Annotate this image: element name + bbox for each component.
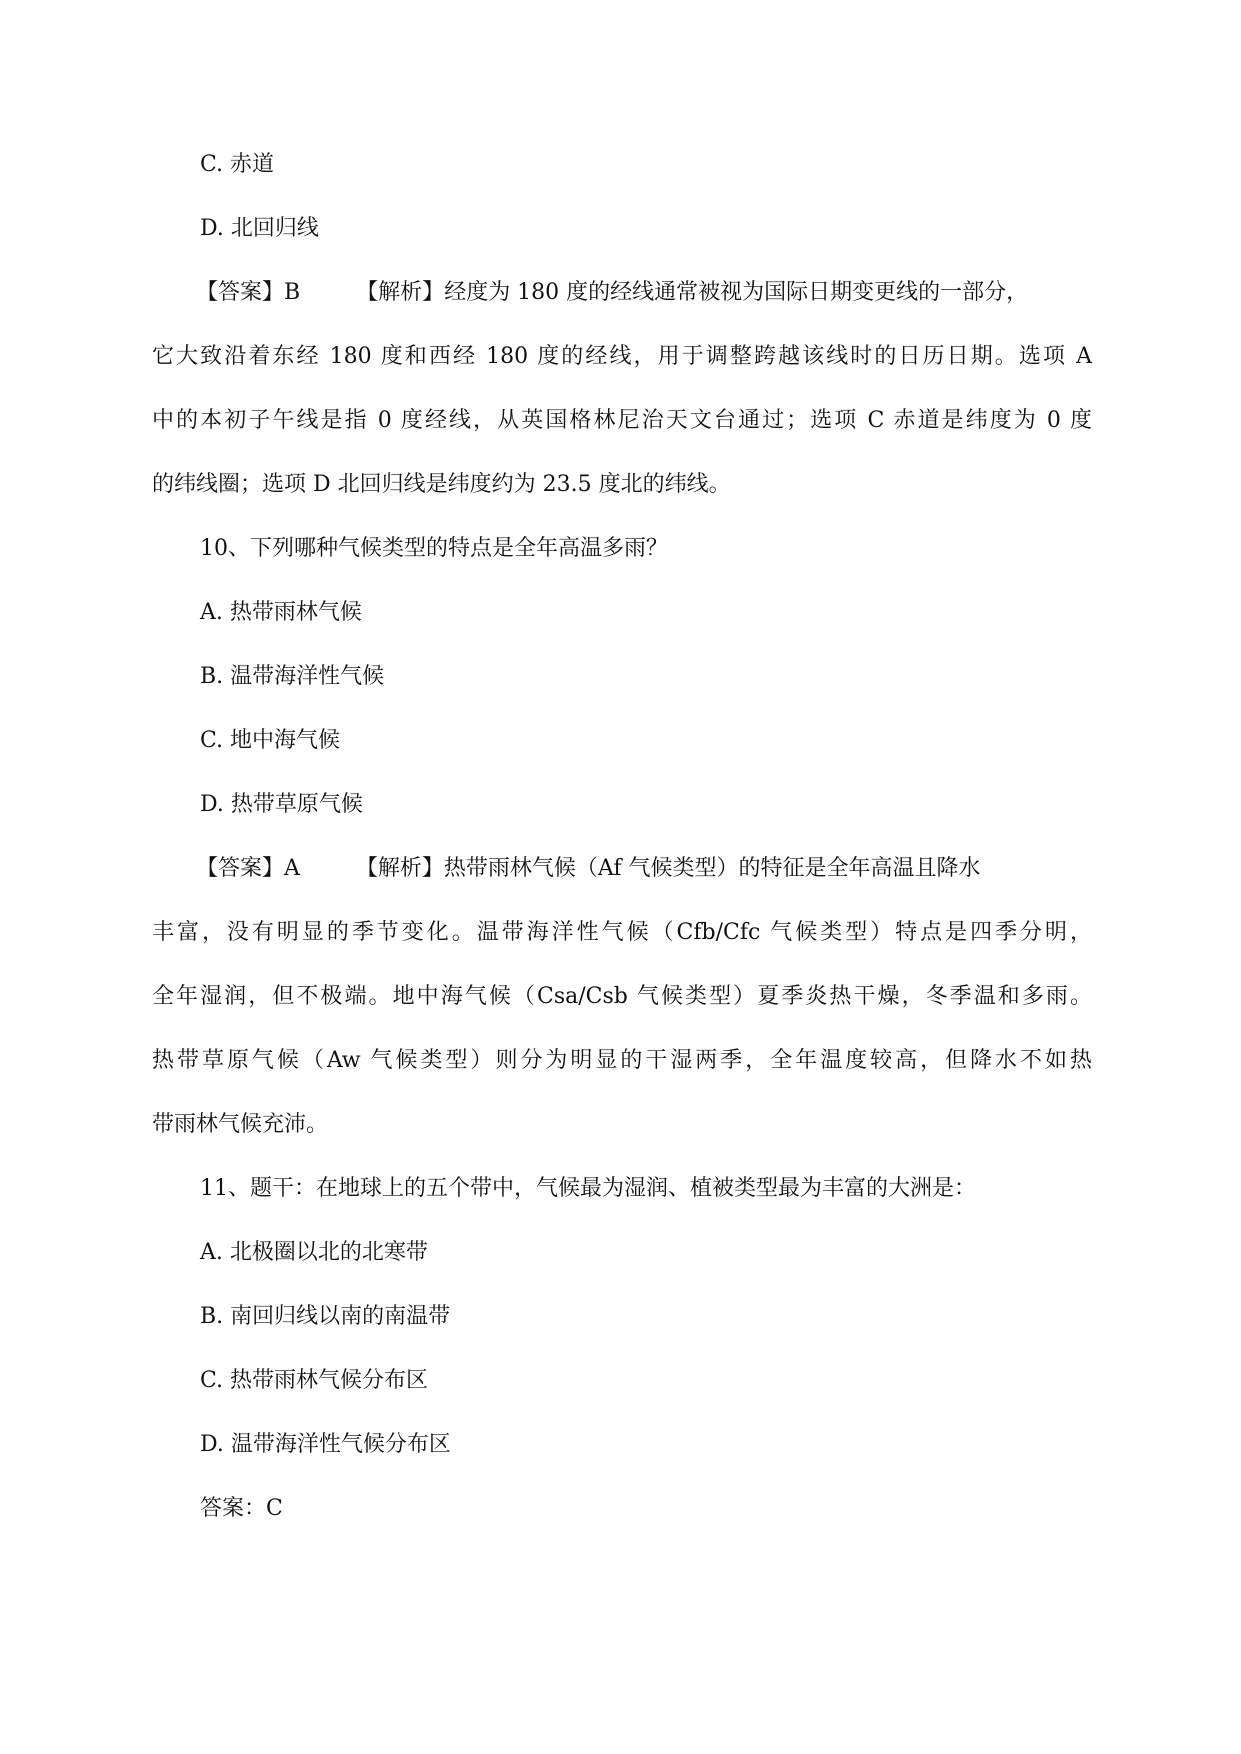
analysis-text: 带雨林气候充沛。 (152, 1112, 329, 1137)
option-d: D. 北回归线 (200, 216, 319, 241)
answer-label: 【答案】B (196, 280, 301, 305)
answer-analysis-line (196, 278, 1028, 308)
question-stem: 10、下列哪种气候类型的特点是全年高温多雨？ (200, 536, 668, 561)
answer-label: 【答案】A (196, 856, 300, 881)
analysis-text: 热带草原气候（Aw 气候类型）则分为明显的干湿两季，全年温度较高，但降水不如热 (152, 1048, 1092, 1073)
option-d: D. 热带草原气候 (200, 792, 363, 817)
option-d: D. 温带海洋性气候分布区 (200, 1432, 451, 1457)
option-a: A. 热带雨林气候 (200, 600, 362, 625)
option-c: C. 热带雨林气候分布区 (200, 1368, 429, 1393)
analysis-text: 全年湿润，但不极端。地中海气候（Csa/Csb 气候类型）夏季炎热干燥，冬季温和多雨。 (152, 984, 1092, 1009)
analysis-text: 的纬线圈；选项 D 北回归线是纬度约为 23.5 度北的纬线。 (152, 472, 731, 497)
analysis-text: 丰富，没有明显的季节变化。温带海洋性气候（Cfb/Cfc 气候类型）特点是四季分明， (152, 920, 1092, 945)
analysis-text: 中的本初子午线是指 0 度经线，从英国格林尼治天文台通过；选项 C 赤道是纬度为 0 度 (152, 408, 1092, 433)
option-c: C. 地中海气候 (200, 728, 341, 753)
analysis-label: 【解析】 (355, 856, 444, 881)
answer-analysis-line (196, 854, 981, 884)
analysis-text: 热带雨林气候（Af 气候类型）的特征是全年高温且降水 (443, 856, 981, 881)
analysis-text: 它大致沿着东经 180 度和西经 180 度的经线，用于调整跨越该线时的日历日期。选项 A (152, 344, 1092, 369)
option-b: B. 南回归线以南的南温带 (200, 1304, 451, 1329)
question-stem: 11、题干：在地球上的五个带中，气候最为湿润、植被类型最为丰富的大洲是： (200, 1176, 976, 1201)
option-c: C. 赤道 (200, 152, 275, 177)
analysis-text: 经度为 180 度的经线通常被视为国际日期变更线的一部分， (444, 280, 1029, 305)
answer-text: 答案：C (200, 1496, 283, 1521)
option-a: A. 北极圈以北的北寒带 (200, 1240, 428, 1265)
option-b: B. 温带海洋性气候 (200, 664, 385, 689)
analysis-label: 【解析】 (356, 280, 445, 305)
